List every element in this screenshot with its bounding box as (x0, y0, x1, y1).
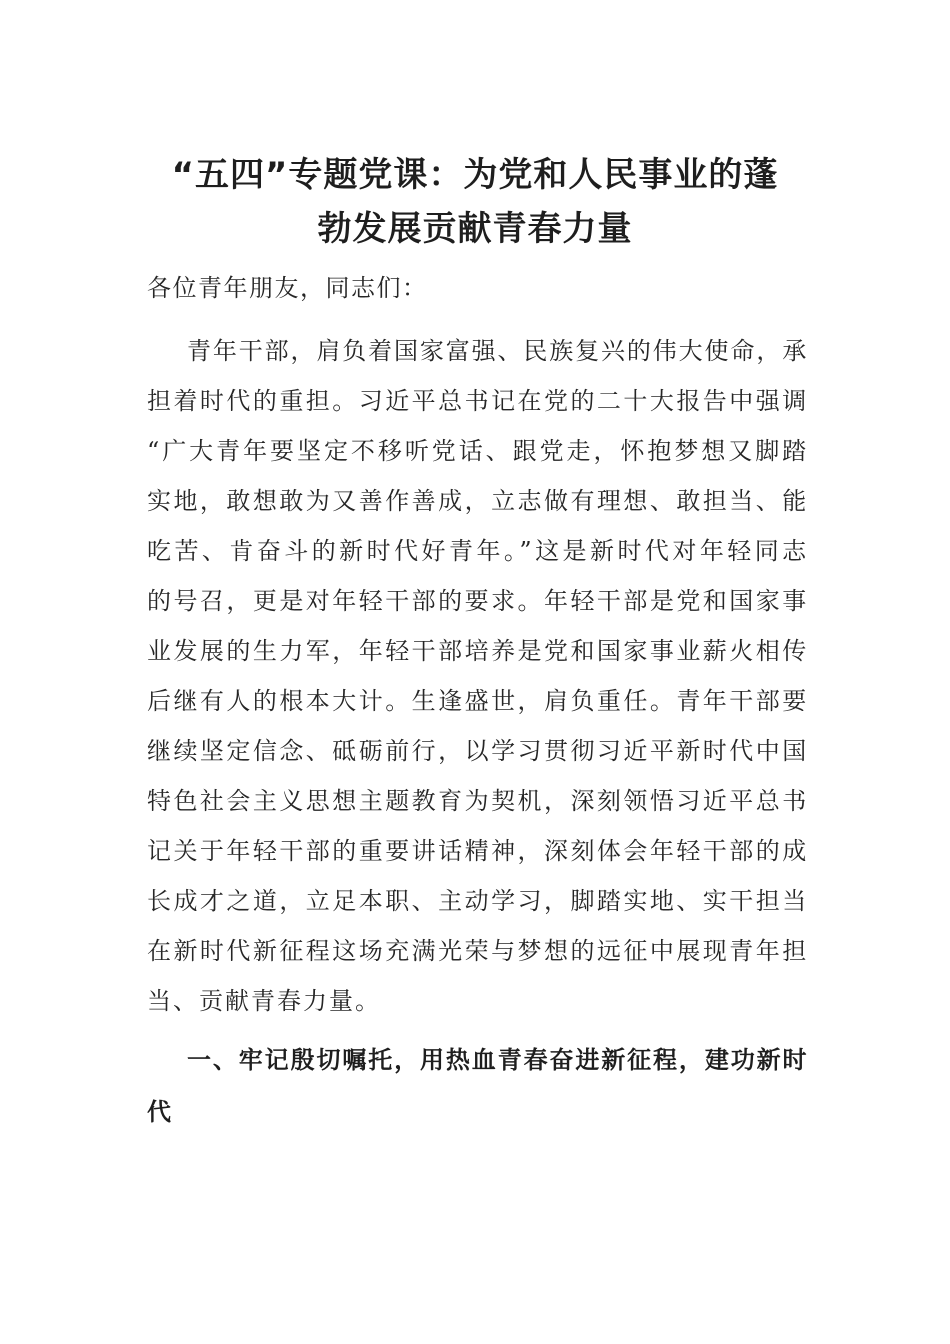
paragraph-line: 实地，敢想敢为又善作善成，立志做有理想、敢担当、能 (147, 487, 807, 515)
paragraph-line: 记关于年轻干部的重要讲话精神，深刻体会年轻干部的成 (147, 837, 807, 865)
section-heading-line: 代 (147, 1097, 172, 1126)
document-title (145, 148, 805, 256)
paragraph-line: 后继有人的根本大计。生逢盛世，肩负重任。青年干部要 (147, 687, 807, 715)
section-heading (147, 1034, 807, 1138)
paragraph-line: 青年干部，肩负着国家富强、民族复兴的伟大使命，承 (187, 337, 807, 365)
title-line: 勃发展贡献青春力量 (317, 209, 633, 249)
body-paragraph (147, 326, 807, 1026)
salutation: 各位青年朋友，同志们： (147, 274, 428, 302)
paragraph-line: 担着时代的重担。习近平总书记在党的二十大报告中强调 (147, 387, 807, 415)
paragraph-line: 吃苦、肯奋斗的新时代好青年。”这是新时代对年轻同志 (147, 537, 807, 565)
paragraph-line: 在新时代新征程这场充满光荣与梦想的远征中展现青年担 (147, 937, 807, 965)
paragraph-line: 当、贡献青春力量。 (147, 987, 381, 1015)
paragraph-line: 长成才之道，立足本职、主动学习，脚踏实地、实干担当 (147, 887, 807, 915)
title-line: “五四”专题党课：为党和人民事业的蓬 (171, 155, 779, 195)
paragraph-line: 的号召，更是对年轻干部的要求。年轻干部是党和国家事 (147, 587, 807, 615)
paragraph-line: 继续坚定信念、砥砺前行，以学习贯彻习近平新时代中国 (147, 737, 807, 765)
section-heading-line: 一、牢记殷切嘱托，用热血青春奋进新征程，建功新时 (187, 1045, 807, 1074)
paragraph-line: 业发展的生力军，年轻干部培养是党和国家事业薪火相传 (147, 637, 807, 665)
paragraph-line: “广大青年要坚定不移听党话、跟党走，怀抱梦想又脚踏 (147, 437, 807, 465)
paragraph-line: 特色社会主义思想主题教育为契机，深刻领悟习近平总书 (147, 787, 807, 815)
